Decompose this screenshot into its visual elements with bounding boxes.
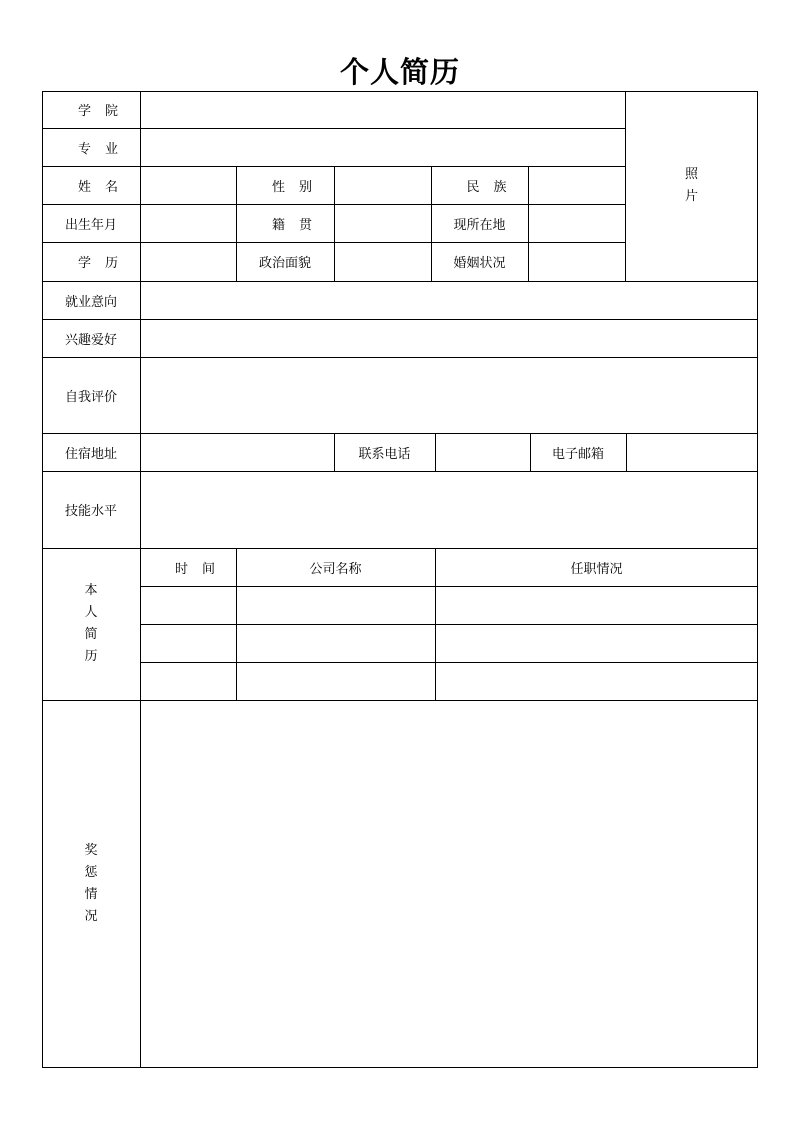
- experience-char: 简: [84, 627, 98, 642]
- photo-placeholder[interactable]: [625, 91, 758, 281]
- education-field[interactable]: [141, 243, 236, 281]
- label-hobbies: 兴趣爱好: [64, 332, 117, 348]
- experience-company-field[interactable]: [237, 663, 435, 700]
- hobbies-field[interactable]: [141, 320, 758, 357]
- page-title: 个人简历: [339, 55, 460, 89]
- current-location-field[interactable]: [529, 205, 625, 242]
- label-birth: 出生年月: [64, 217, 117, 233]
- skills-field[interactable]: [141, 472, 758, 548]
- label-name: 姓名: [77, 179, 132, 195]
- experience-position-field[interactable]: [436, 663, 758, 700]
- label-college: 学院: [77, 104, 132, 119]
- awards-char: 况: [84, 909, 98, 924]
- awards-char: 惩: [84, 865, 98, 880]
- experience-time-field[interactable]: [141, 663, 236, 700]
- marital-status-field[interactable]: [529, 243, 625, 281]
- awards-char: 奖: [84, 843, 98, 858]
- header-company: 公司名称: [309, 561, 362, 577]
- experience-char: 历: [84, 649, 98, 664]
- name-field[interactable]: [141, 167, 236, 204]
- label-current-location: 现所在地: [453, 217, 506, 233]
- label-major: 专业: [77, 141, 132, 157]
- label-marital-status: 婚姻状况: [453, 256, 506, 271]
- birth-field[interactable]: [141, 205, 236, 242]
- awards-field[interactable]: [141, 701, 758, 1068]
- experience-company-field[interactable]: [237, 587, 435, 624]
- major-field[interactable]: [141, 129, 625, 166]
- experience-char: 本: [84, 583, 98, 598]
- label-email: 电子邮箱: [551, 446, 604, 462]
- college-field[interactable]: [141, 92, 625, 128]
- political-status-field[interactable]: [335, 243, 431, 281]
- label-self-evaluation: 自我评价: [64, 389, 117, 405]
- experience-time-field[interactable]: [141, 625, 236, 662]
- header-position: 任职情况: [570, 561, 623, 577]
- phone-field[interactable]: [436, 434, 530, 471]
- label-political-status: 政治面貌: [258, 256, 311, 271]
- awards-char: 情: [84, 887, 98, 902]
- label-ethnicity: 民族: [466, 179, 521, 195]
- ethnicity-field[interactable]: [529, 167, 625, 204]
- label-address: 住宿地址: [64, 446, 117, 462]
- self-evaluation-field[interactable]: [141, 358, 758, 433]
- experience-company-field[interactable]: [237, 625, 435, 662]
- label-awards: [42, 700, 140, 1068]
- header-time: 时间: [174, 561, 229, 577]
- label-job-intention: 就业意向: [64, 294, 117, 310]
- photo-label-2: 片: [684, 189, 698, 204]
- address-field[interactable]: [141, 434, 334, 471]
- experience-time-field[interactable]: [141, 587, 236, 624]
- label-experience: [42, 548, 140, 700]
- label-gender: 性别: [271, 179, 326, 195]
- gender-field[interactable]: [335, 167, 431, 204]
- experience-char: 人: [84, 605, 98, 620]
- job-intention-field[interactable]: [141, 282, 758, 319]
- label-native-place: 籍贯: [271, 217, 326, 233]
- experience-position-field[interactable]: [436, 587, 758, 624]
- label-skills: 技能水平: [64, 504, 117, 519]
- photo-label-1: 照: [684, 167, 698, 182]
- native-place-field[interactable]: [335, 205, 431, 242]
- label-education: 学历: [77, 256, 132, 271]
- email-field[interactable]: [627, 434, 758, 471]
- experience-position-field[interactable]: [436, 625, 758, 662]
- label-phone: 联系电话: [358, 446, 411, 462]
